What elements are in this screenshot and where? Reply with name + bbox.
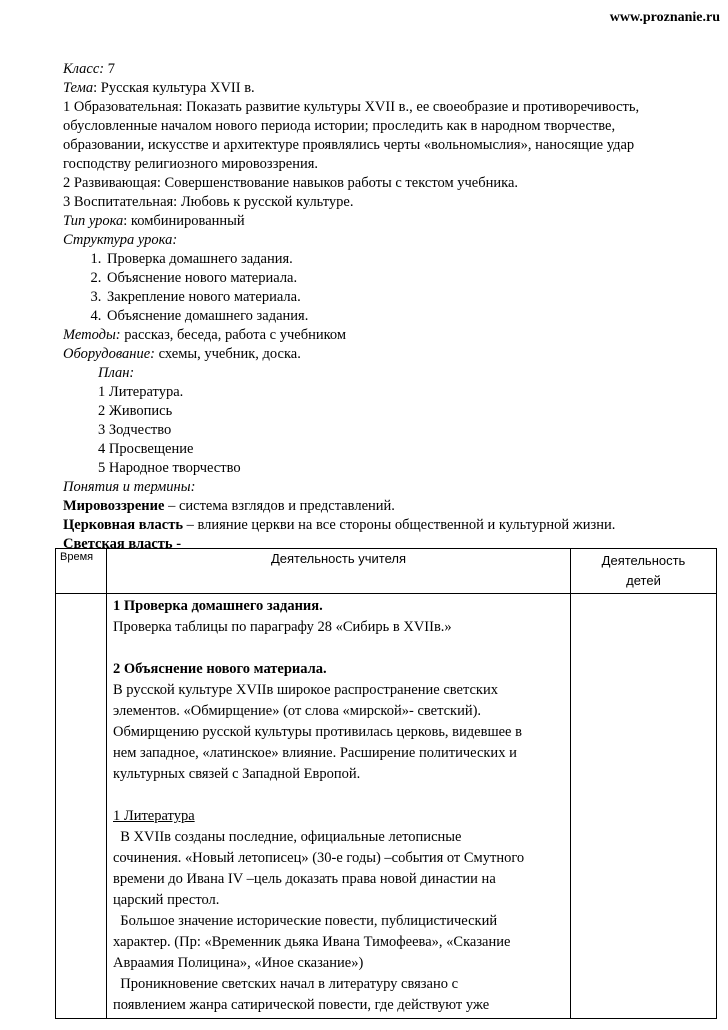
paragraph-line: характер. (Пр: «Временник дьяка Ивана Тимофеева», «Сказание	[113, 934, 511, 950]
class-label: Класс:	[63, 61, 105, 77]
goal-developing: 2 Развивающая: Совершенствование навыков работы с текстом учебника.	[63, 175, 519, 191]
plan-item: 5 Народное творчество	[98, 460, 241, 476]
equipment-value: схемы, учебник, доска.	[155, 346, 301, 362]
lesson-type-label: Тип урока	[63, 213, 124, 229]
structure-item: 3. Закрепление нового материала.	[105, 288, 713, 307]
goal-educational-line-3: образовании, искусстве и архитектуре проявлялись черты «вольномыслия», наносящие удар	[63, 137, 635, 153]
goal-educational-line-1: 1 Образовательная: Показать развитие культуры XVII в., ее своеобразие и противоречивость,	[63, 99, 640, 115]
paragraph-line: сочинения. «Новый летописец» (30-е годы) –события от Смутного	[113, 850, 525, 866]
col-header-kids	[571, 549, 717, 594]
term-church-power	[63, 516, 713, 535]
structure-item: 4. Объяснение домашнего задания.	[105, 307, 713, 326]
plan-item: 3 Зодчество	[98, 422, 172, 438]
table-header-row	[56, 549, 717, 594]
paragraph-line: Обмирщению русской культуры противилась церковь, видевшее в	[113, 724, 522, 740]
paragraph-line: Проникновение светских начал в литературу связано с	[113, 976, 459, 992]
term-name: Церковная власть	[63, 517, 183, 533]
paragraph-line: Авраамия Полицина», «Иное сказание»)	[113, 955, 364, 971]
section-title-new-material: 2 Объяснение нового материала.	[113, 661, 327, 677]
lesson-table	[55, 548, 717, 1019]
methods-label: Методы:	[63, 327, 121, 343]
homework-text: Проверка таблицы по параграфу 28 «Сибирь в XVIIв.»	[113, 619, 452, 635]
term-definition: – система взглядов и представлений.	[164, 498, 395, 514]
paragraph-line: царский престол.	[113, 892, 220, 908]
site-url[interactable]: www.proznanie.ru	[609, 10, 720, 25]
plan-block	[63, 364, 713, 478]
equipment-line	[63, 345, 713, 364]
paragraph-line: появлением жанра сатирической повести, где действуют уже	[113, 997, 490, 1013]
structure-item: 1. Проверка домашнего задания.	[105, 250, 713, 269]
spacer	[113, 785, 564, 806]
class-line	[63, 60, 713, 79]
col-header-kids-line-2: детей	[626, 573, 661, 588]
lesson-plan-header	[63, 60, 713, 554]
paragraph-line: В XVIIв созданы последние, официальные летописные	[113, 829, 462, 845]
lesson-type-value: : комбинированный	[123, 213, 245, 229]
paragraph-line: культурных связей с Западной Европой.	[113, 766, 361, 782]
methods-value: рассказ, беседа, работа с учебником	[120, 327, 347, 343]
table-row	[56, 594, 717, 1019]
goal-upbringing: 3 Воспитательная: Любовь к русской культуре.	[63, 194, 354, 210]
term-definition: – влияние церкви на все стороны общественной и культурной жизни.	[183, 517, 616, 533]
paragraph-line: Большое значение исторические повести, публицистический	[113, 913, 498, 929]
plan-item: 2 Живопись	[98, 403, 173, 419]
equipment-label: Оборудование:	[63, 346, 156, 362]
structure-item: 2. Объяснение нового материала.	[105, 269, 713, 288]
topic-value: : Русская культура XVII в.	[93, 80, 255, 96]
col-header-kids-line-1: Деятельность	[601, 553, 686, 568]
structure-label: Структура урока:	[63, 232, 178, 248]
time-cell	[56, 594, 107, 1019]
goal-educational-line-2: обусловленные началом нового периода истории; проследить как в народном творчестве,	[63, 118, 616, 134]
term-worldview	[63, 497, 713, 516]
section-title-literature: 1 Литература	[113, 808, 195, 824]
spacer	[113, 638, 564, 659]
paragraph-line: нем западное, «латинское» влияние. Расширение политических и	[113, 745, 517, 761]
methods-line	[63, 326, 713, 345]
plan-label: План:	[98, 365, 135, 381]
term-name: Мировоззрение	[63, 498, 165, 514]
term-name: Светская власть -	[63, 536, 182, 552]
terms-label: Понятия и термины:	[63, 479, 196, 495]
topic-line	[63, 79, 713, 98]
col-header-teacher: Деятельность учителя	[107, 549, 571, 594]
plan-item: 1 Литература.	[98, 384, 184, 400]
teacher-activity-cell	[107, 594, 571, 1019]
class-value: 7	[104, 61, 115, 77]
paragraph-line: времени до Ивана IV –цель доказать права новой династии на	[113, 871, 496, 887]
kids-activity-cell	[571, 594, 717, 1019]
goal-educational-line-4: господству религиозного мировоззрения.	[63, 156, 319, 172]
lesson-type-line	[63, 212, 713, 231]
section-title-homework: 1 Проверка домашнего задания.	[113, 598, 323, 614]
structure-list	[63, 250, 713, 326]
paragraph-line: элементов. «Обмирщение» (от слова «мирской»- светский).	[113, 703, 482, 719]
col-header-time: Время	[56, 549, 107, 594]
paragraph-line: В русской культуре XVIIв широкое распространение светских	[113, 682, 498, 698]
topic-label: Тема	[63, 80, 94, 96]
plan-item: 4 Просвещение	[98, 441, 194, 457]
